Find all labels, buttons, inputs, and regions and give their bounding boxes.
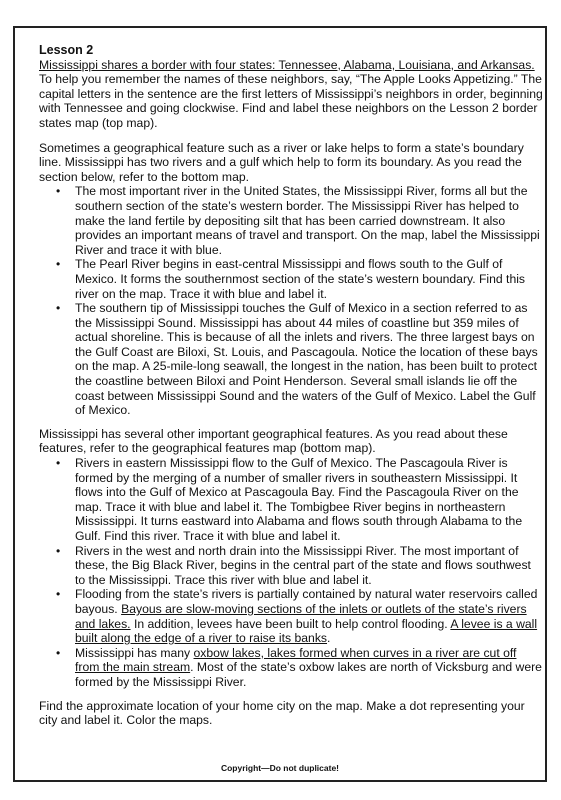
list-item (39, 456, 543, 544)
bullet-icon: • (56, 456, 61, 471)
list-item (39, 646, 543, 690)
list-item (39, 257, 543, 301)
lesson-title: Lesson 2 (39, 43, 94, 57)
underlined-definition: oxbow lakes, lakes formed when curves in a river are cut off from the main stream (75, 645, 517, 675)
bullet-icon: • (56, 301, 61, 316)
list-item-text: The southern tip of Mississippi touches the Gulf of Mexico in a section referred to as the Mississippi Sound. Mississippi has about 44 miles of coastline but 359 miles of actual shoreline. This is because of all the inlets and rivers. The three largest bays on the Gulf Coast are Biloxi, St. Louis, and Pascagoula. Notice the location of these bays on the map. A 25-mile-long seawall, the longest in the nation, has been built to protect the coastline between Biloxi and Point Henderson. Several small islands lie off the coast between Mississippi Sound and the waters of the Gulf of Mexico. Label the Gulf of Mexico. (75, 301, 538, 418)
intro-underlined-text: Mississippi shares a border with four states: Tennessee, Alabama, Louisiana, and Arkansas. (39, 57, 535, 72)
underlined-definition: A levee is a wall built along the edge of a river to raise its banks (75, 616, 538, 646)
closing-instructions: Find the approximate location of your home city on the map. Make a dot representing your city and label it. Color the maps. (39, 698, 525, 728)
copyright-footer: Copyright—Do not duplicate! (220, 763, 340, 773)
bullet-icon: • (56, 587, 61, 602)
text-fragment: . (327, 631, 331, 646)
list-item (39, 544, 543, 588)
lesson-content (39, 43, 543, 728)
bullet-icon: • (56, 543, 61, 558)
worksheet-page (13, 26, 547, 782)
bullet-icon: • (56, 184, 61, 199)
list-item (39, 587, 543, 645)
section1-list (39, 184, 543, 418)
list-item-text: Rivers in eastern Mississippi flow to the Gulf of Mexico. The Pascagoula River is formed by the merging of a number of smaller rivers in southeastern Mississippi. It flows into the Gulf of Mexico at Pascagoula Bay. Find the Pascagoula River on the map. Trace it with blue and label it. The Tombigbee River begins in northeastern Mississippi. It turns eastward into Alabama and flows south through Alabama to the Gulf. Find this river. Trace it with blue and label it. (75, 456, 523, 543)
section2-list (39, 456, 543, 690)
list-item-text (75, 587, 537, 645)
list-item (39, 184, 543, 257)
section2-intro: Mississippi has several other important geographical features. As you read about these features, refer to the geographical features map (bottom map). (39, 426, 508, 456)
list-item-text: The most important river in the United States, the Mississippi River, forms all but the southern section of the state’s western border. The Mississippi River has helped to make the land fertile by depositing silt that has been carried downstream. It also provides an important means of travel and transport. On the map, label the Mississippi River and trace it with blue. (75, 184, 540, 257)
intro-text: To help you remember the names of these neighbors, say, “The Apple Looks Appetizing.” The capital letters in the sentence are the first letters of Mississippi’s neighbors in order, beginning with Tennessee and going clockwise. Find and label these neighbors on the Lesson 2 border states map (top map). (39, 72, 543, 130)
list-item-text (75, 646, 542, 689)
text-fragment: Flooding from the state’s rivers is partially contained by natural water reservoirs called bayous. (75, 587, 538, 616)
section1-intro: Sometimes a geographical feature such as a river or lake helps to form a state’s boundary line. Mississippi has two rivers and a gulf which help to form its boundary. As you read the section below, refer to the bottom map. (39, 140, 524, 184)
list-item (39, 301, 543, 418)
underlined-definition: Bayous are slow-moving sections of the inlets or outlets of the state’s rivers and lakes. (75, 601, 527, 631)
text-fragment: In addition, levees have been built to help control flooding. (130, 616, 451, 631)
bullet-icon: • (56, 645, 61, 660)
text-fragment: . Most of the state’s oxbow lakes are north of Vicksburg and were formed by the Mississippi River. (75, 660, 542, 689)
bullet-icon: • (56, 257, 61, 272)
intro-paragraph (39, 58, 543, 131)
list-item-text: The Pearl River begins in east-central Mississippi and flows south to the Gulf of Mexico. It forms the southernmost section of the state’s western boundary. Find this river on the map. Trace it with blue and label it. (75, 257, 526, 301)
list-item-text: Rivers in the west and north drain into the Mississippi River. The most important of these, the Big Black River, begins in the central part of the state and flows southwest to the Mississippi. Trace this river with blue and label it. (75, 543, 531, 587)
text-fragment: Mississippi has many (75, 645, 194, 660)
